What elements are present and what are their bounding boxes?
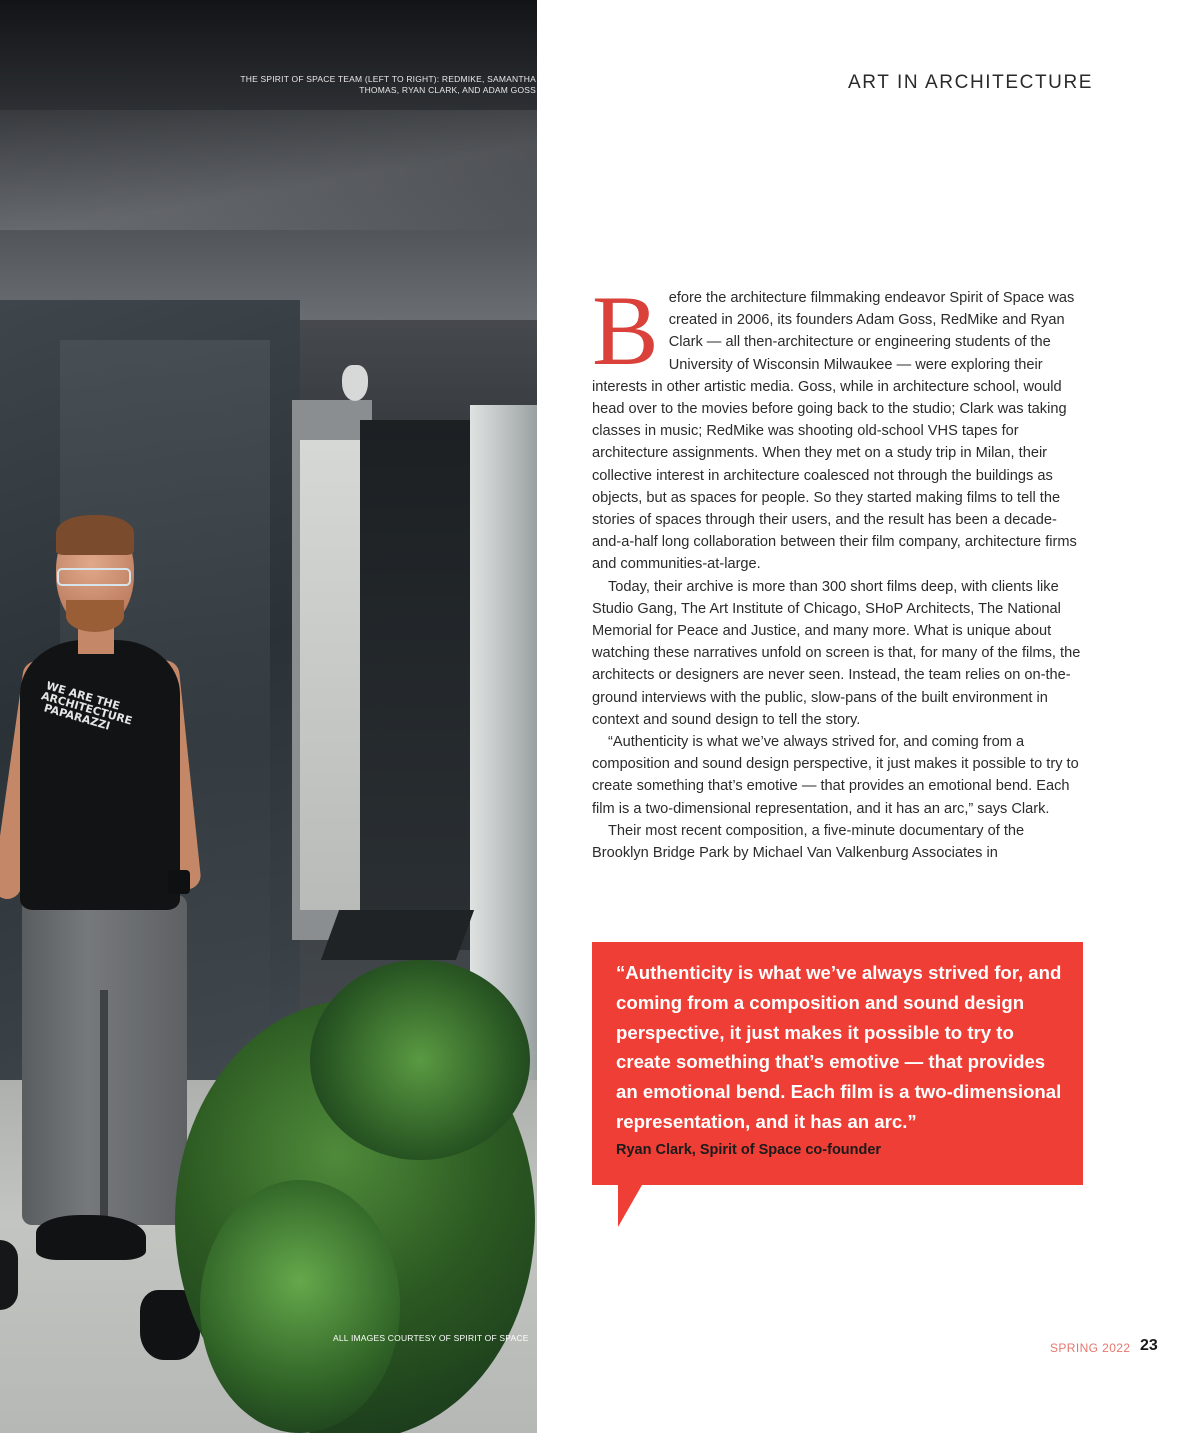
pull-quote-attribution: Ryan Clark, Spirit of Space co-founder: [616, 1142, 882, 1158]
page-number: 23: [1140, 1337, 1158, 1354]
article-body: [592, 275, 1084, 864]
section-label: ART IN ARCHITECTURE: [848, 72, 1094, 93]
person-tshirt: [20, 640, 180, 910]
person-leg-gap: [100, 990, 108, 1225]
photo-caption: THE SPIRIT OF SPACE TEAM (LEFT TO RIGHT): REDMIKE, SAMANTHA THOMAS, RYAN CLARK, AND ADAM GOSS: [240, 74, 536, 95]
photo-shrub: [200, 1180, 400, 1433]
article-paragraph: Their most recent composition, a five-minute documentary of the Brooklyn Bridge Park by Michael Van Valkenburg Associates in: [592, 822, 1025, 862]
person-watch: [168, 870, 190, 894]
person-left-shoe: [36, 1215, 146, 1260]
person-hair: [56, 515, 134, 555]
article-paragraph: [592, 275, 1084, 576]
person-shirt-text: WE ARE THE ARCHITECTURE PAPARAZZI: [39, 679, 134, 733]
pull-quote: [592, 942, 1083, 1185]
person-glasses: [57, 568, 131, 586]
photo-credit: ALL IMAGES COURTESY OF SPIRIT OF SPACE: [333, 1333, 529, 1343]
pull-quote-text: “Authenticity is what we’ve always strived for, and coming from a composition and sound design perspective, it just makes it possible to try to create something that’s emotive — that provides an emotional bend. Each film is a two-dimensional representation, and it has an arc.”: [616, 962, 1062, 1132]
speech-bubble-tail: [618, 1185, 642, 1227]
photo-shrub: [310, 960, 530, 1160]
drop-cap: B: [592, 275, 659, 386]
article-paragraph: Today, their archive is more than 300 short films deep, with clients like Studio Gang, The Art Institute of Chicago, SHoP Architects, The National Memorial for Peace and Justice, and many more. What is unique about watching these narratives unfold on screen is that, for many of the films, the architects or designers are never seen. Instead, the team relies on on-the-ground interviews with the public, slow-pans of the built environment in context and sound design to tell the story.: [592, 578, 1081, 728]
team-photo: [0, 0, 537, 1433]
issue-label: SPRING 2022: [1050, 1341, 1131, 1355]
person-beard: [66, 600, 124, 632]
article-paragraph: “Authenticity is what we’ve always strived for, and coming from a composition and sound design perspective, it just makes it possible to try to create something that’s emotive — that provides an emotional bend. Each film is a two-dimensional representation, and it has an arc,” says Clark.: [592, 734, 1079, 817]
article-paragraph-text: efore the architecture filmmaking endeavor Spirit of Space was created in 2006, its founders Adam Goss, RedMike and Ryan Clark — all then-architecture or engineering students of the University of Wisconsin Milwaukee — were exploring their interests in other artistic media. Goss, while in architecture school, would head over to the movies before going back to the studio; Clark was taking classes in music; RedMike was shooting old-school VHS tapes for architecture assignments. When they met on a study trip in Milan, their collective interest in architecture coalesced not through the buildings as objects, but as spaces for people. So they started making films to tell the stories of spaces through their users, and the result has been a decade-and-a-half long collaboration between their film company, architecture firms and communities-at-large.: [592, 290, 1077, 573]
